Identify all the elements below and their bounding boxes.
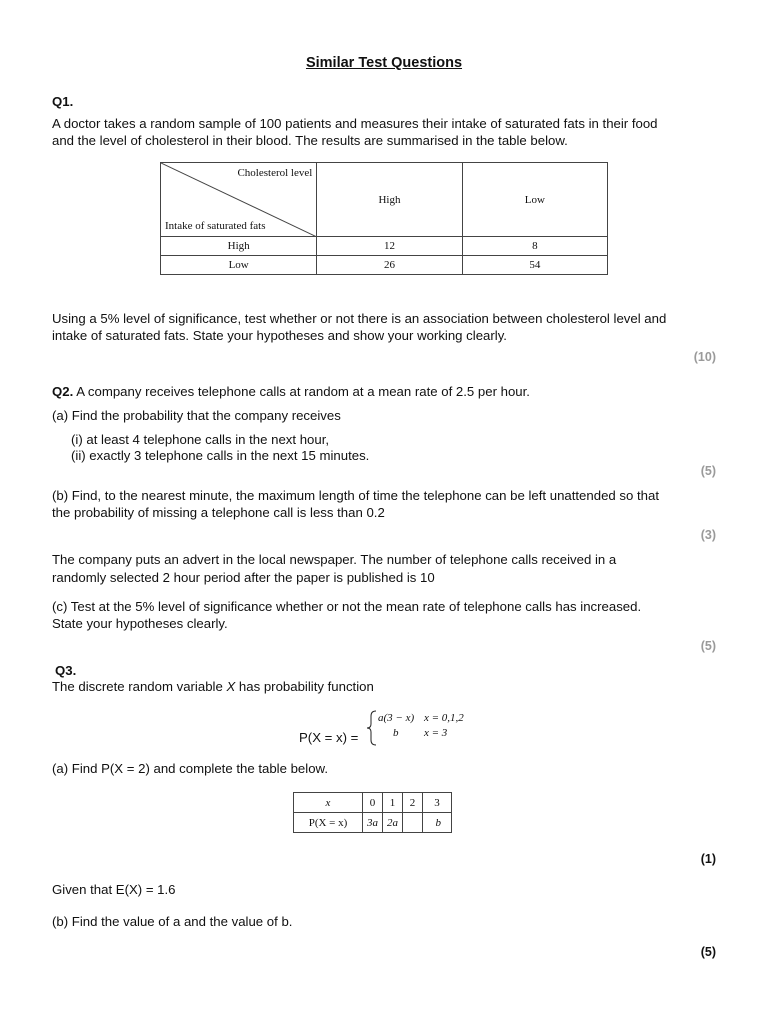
q3-table-cell: 3a [363, 813, 383, 833]
q3-table-header-cell: x [294, 793, 363, 813]
q2-intro: A company receives telephone calls at random at a mean rate of 2.5 per hour. [76, 384, 530, 399]
q1-label: Q1. [52, 94, 74, 109]
q3-table-header-cell: 0 [363, 793, 383, 813]
q1-corner-bottom-label: Intake of saturated fats [165, 220, 266, 232]
q1-cell: 8 [462, 237, 607, 256]
q3-part-b: (b) Find the value of a and the value of b. [52, 914, 293, 929]
q1-cell: 26 [317, 256, 462, 275]
q1-cell: 54 [462, 256, 607, 275]
q2-label: Q2. [52, 384, 74, 399]
q2-part-a-i: (i) at least 4 telephone calls in the next hour, [71, 432, 330, 447]
q3-table-row-label: P(X = x) [294, 813, 363, 833]
q2-marks-a: (5) [700, 464, 716, 478]
q1-table-corner-cell [161, 163, 317, 237]
q3-pf-case2-cond: x = 3 [424, 727, 448, 739]
q1-intro-line2: and the level of cholesterol in their blood. The results are summarised in the table below. [52, 133, 568, 148]
q3-marks-a: (1) [700, 852, 716, 866]
q3-pf-case1-expr: a(3 − x) [378, 712, 415, 724]
q3-probability-table [293, 792, 452, 833]
q3-pf-case2-expr: b [393, 727, 399, 739]
q3-label: Q3. [55, 663, 77, 678]
q2-part-c-line2: State your hypotheses clearly. [52, 616, 228, 631]
q1-cell: 12 [317, 237, 462, 256]
q3-intro-var: X [226, 679, 236, 694]
q2-marks-b: (3) [700, 528, 716, 542]
q1-marks: (10) [693, 350, 716, 364]
q3-intro-suffix: has probability function [235, 679, 374, 694]
q1-intro-line1: A doctor takes a random sample of 100 patients and measures their intake of saturated fats in their food [52, 116, 658, 131]
q2-part-b-line2: the probability of missing a telephone call is less than 0.2 [52, 505, 385, 520]
q2-part-a: (a) Find the probability that the company receives [52, 408, 341, 423]
q3-table-cell: b [423, 813, 452, 833]
q2-part-a-ii: (ii) exactly 3 telephone calls in the next 15 minutes. [71, 448, 370, 463]
q1-col-header-low: Low [462, 163, 607, 237]
q1-row-label: High [161, 237, 317, 256]
q2-advert-line1: The company puts an advert in the local newspaper. The number of telephone calls received in a [52, 552, 617, 567]
q3-intro [52, 678, 374, 695]
q1-corner-top-label: Cholesterol level [237, 167, 313, 179]
q3-table-header-cell: 2 [403, 793, 423, 813]
q1-row-label: Low [161, 256, 317, 275]
q1-contingency-table [160, 162, 608, 275]
q3-pf-case1-cond: x = 0,1,2 [424, 712, 464, 724]
q2-marks-c: (5) [700, 639, 716, 653]
q3-part-a: (a) Find P(X = 2) and complete the table below. [52, 761, 328, 776]
q3-intro-prefix: The discrete random variable [52, 679, 227, 694]
q1-task-line2: intake of saturated fats. State your hypotheses and show your working clearly. [52, 328, 507, 343]
page-title: Similar Test Questions [305, 55, 463, 71]
q3-pf-brace [366, 710, 378, 746]
q2-intro-line [52, 383, 530, 400]
q3-table-header-cell: 1 [383, 793, 403, 813]
q1-task-line1: Using a 5% level of significance, test whether or not there is an association between cholesterol level and [52, 311, 667, 326]
q2-advert-line2: randomly selected 2 hour period after the paper is published is 10 [52, 570, 435, 585]
q3-marks-b: (5) [700, 945, 716, 959]
q2-part-b-line1: (b) Find, to the nearest minute, the maximum length of time the telephone can be left unattended so that [52, 488, 659, 503]
q3-given: Given that E(X) = 1.6 [52, 882, 176, 897]
q1-table-row-high [161, 237, 608, 256]
q1-table-row-low [161, 256, 608, 275]
q3-table-cell-blank[interactable] [403, 813, 423, 833]
q2-part-c-line1: (c) Test at the 5% level of significance whether or not the mean rate of telephone calls has increased. [52, 599, 642, 614]
q3-table-header-cell: 3 [423, 793, 452, 813]
q1-col-header-high: High [317, 163, 462, 237]
q3-table-cell: 2a [383, 813, 403, 833]
q3-pf-lhs: P(X = x) = [299, 730, 359, 745]
